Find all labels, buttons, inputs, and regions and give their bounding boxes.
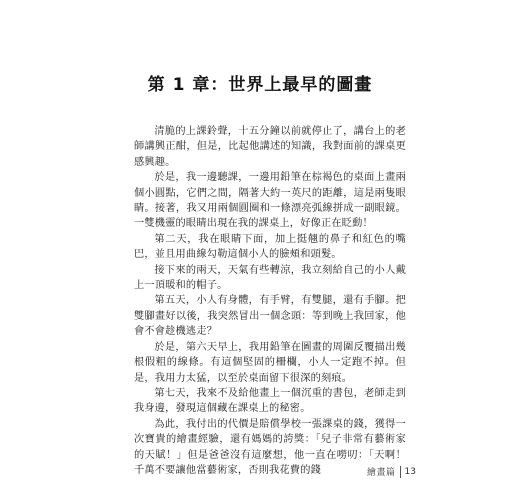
paragraph: 為此，我付出的代價是賠償學校一張課桌的錢，獲得一次寶貴的繪畫經驗，還有媽媽的誇獎：「兒子非常有藝術家的天賦！」但是爸爸沒有這麼想，他一直在嘮叨：「天啊！千萬不要讓他當藝術家，否則我花費的錢 [134, 418, 406, 476]
paragraph: 接下來的兩天，天氣有些轉涼，我立刻給自己的小人戴上一頂暖和的帽子。 [134, 264, 406, 292]
paragraph: 第五天，小人有身體，有手臂，有雙腿，還有手腳。把雙腳畫好以後，我突然冒出一個念頭：等到晚上我回家，他會不會趁機逃走？ [134, 295, 406, 338]
paragraph: 清脆的上課鈴聲，十五分鐘以前就停止了，講台上的老師講興正酣，但是，比起他講述的知識，我對面前的課桌更感興趣。 [134, 126, 406, 168]
body-text [134, 124, 406, 478]
paragraph: 於是，第六天早上，我用鉛筆在圖畫的周圍反覆描出幾根假粗的線條。有這個堅固的柵欄，小人一定跑不掉。但是，我用力太猛，以至於桌面留下很深的刻痕。 [134, 341, 406, 384]
paragraph: 第二天，我在眼睛下面，加上挺翹的鼻子和紅色的嘴巴，並且用曲線勾勒這個小人的臉頰和頭髮。 [134, 233, 406, 261]
page-footer [367, 465, 416, 478]
section-name: 繪畫篇 [367, 468, 396, 478]
chapter-title: 第 1 章：世界上最早的圖畫 [147, 75, 373, 95]
paragraph: 第七天，我來不及給他畫上一個沉重的書包，老師走到我身邊，發現這個藏在課桌上的秘密。 [134, 387, 406, 415]
page-number: 13 [404, 466, 416, 477]
footer-divider [400, 466, 401, 478]
paragraph: 於是，我一邊聽課，一邊用鉛筆在棕褐色的桌面上畫兩個小圓點，它們之間，隔著大約一英尺的距離，這是兩隻眼睛。接著，我又用兩個圓圈和一條漂亮弧線拼成一副眼鏡。一雙機靈的眼睛出現在我的課桌上，好像正在眨動！ [134, 172, 406, 230]
